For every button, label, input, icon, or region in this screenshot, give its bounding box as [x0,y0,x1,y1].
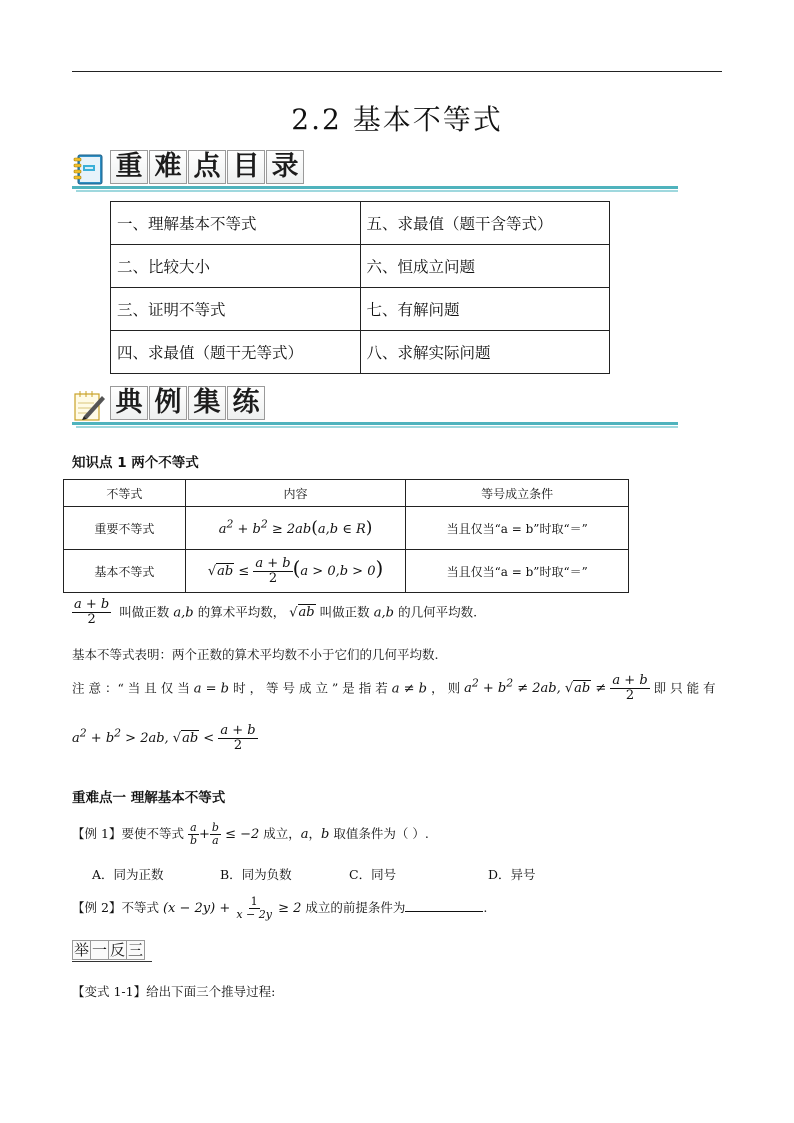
banner-char: 重 [110,150,148,184]
banner-char: 例 [149,386,187,420]
caution-line: 注 意 ：“ 当 且 仅 当 a = b 时 ， 等 号 成 立 ” 是 指 若 a ≠ b ， 则 $a^2 + b^2 \ne 2ab$, √ab ≠ $\frac{a + b}{2}$ 即 只 能 有 [72,673,716,704]
formula: $a^2 + b^2 \ge 2ab(a,b$ ∈ R) [218,517,373,539]
table-cell: 基本不等式 [64,550,186,593]
banner-char: 目 [227,150,265,184]
answer-blank [405,899,483,912]
banner-char: 点 [188,150,226,184]
option-a: A．同为正数 [92,867,164,882]
banner-char: 集 [188,386,226,420]
difficulty-title: 重难点一 理解基本不等式 [72,790,226,806]
toc-table [110,201,610,374]
toc-item: 四、求最值（题干无等式） [111,331,361,374]
toc-item: 八、求解实际问题 [360,331,610,374]
toc-item: 一、理解基本不等式 [111,202,361,245]
table-cell: 当且仅当“a = b”时取“＝” [406,507,629,550]
section-banner-examples [72,386,678,426]
banner-char: 录 [266,150,304,184]
table-header: 内容 [185,480,406,507]
statement: 基本不等式表明：两个正数的算术平均数不小于它们的几何平均数. [72,647,439,662]
banner-char: 练 [227,386,265,420]
toc-item: 六、恒成立问题 [360,245,610,288]
toc-item: 七、有解问题 [360,288,610,331]
banner-underline [72,422,678,425]
toc-item: 五、求最值（题干含等式） [360,202,610,245]
example-2: 【例 2】不等式 (x − 2y) + $\frac{1}{x - 2y}$ ≥ 2 成立的前提条件为 . [72,895,488,922]
page-title: 2.2 基本不等式 [291,103,503,136]
banner-underline-light [76,190,678,192]
option-d: D．异号 [488,867,536,882]
variant-1-1: 【变式 1-1】给出下面三个推导过程: [72,984,276,999]
toc-item: 二、比较大小 [111,245,361,288]
caution-conclusion: $a^2 + b^2 > 2ab$, √ab < $\frac{a + b}{2}$ [72,723,256,754]
banner-underline [72,186,678,189]
header-rule [72,71,722,72]
table-header: 等号成立条件 [406,480,629,507]
toc-item: 三、证明不等式 [111,288,361,331]
formula-cell [185,507,406,550]
practice-label: 举 一 反 三 [72,940,152,962]
pencil-note-icon [72,388,106,422]
table-header: 不等式 [64,480,186,507]
formula-cell [185,550,406,593]
section-banner-toc [72,150,678,190]
table-cell: 当且仅当“a = b”时取“＝” [406,550,629,593]
banner-underline-light [76,426,678,428]
table-cell: 重要不等式 [64,507,186,550]
note-means: $\frac{a + b}{2}$ 叫做正数 a,b 的算术平均数， √ab 叫做正数 a,b 的几何平均数. [74,597,478,628]
banner-char: 难 [149,150,187,184]
formula: √ab ≤ $\frac{a + b}{2}$ (a > 0,b > 0) [207,555,384,586]
banner-char: 典 [110,386,148,420]
knowledge-point-title: 知识点 1 两个不等式 [72,455,199,471]
inequality-table [63,479,629,593]
example-1: 【例 1】要使不等式 $\frac{a}{b}$ + $\frac{b}{a}$ ≤ −2 成立，a，b 取值条件为（ ）. [72,821,429,848]
option-b: B．同为负数 [220,867,292,882]
notebook-icon [72,152,106,186]
option-c: C．同号 [349,867,397,882]
